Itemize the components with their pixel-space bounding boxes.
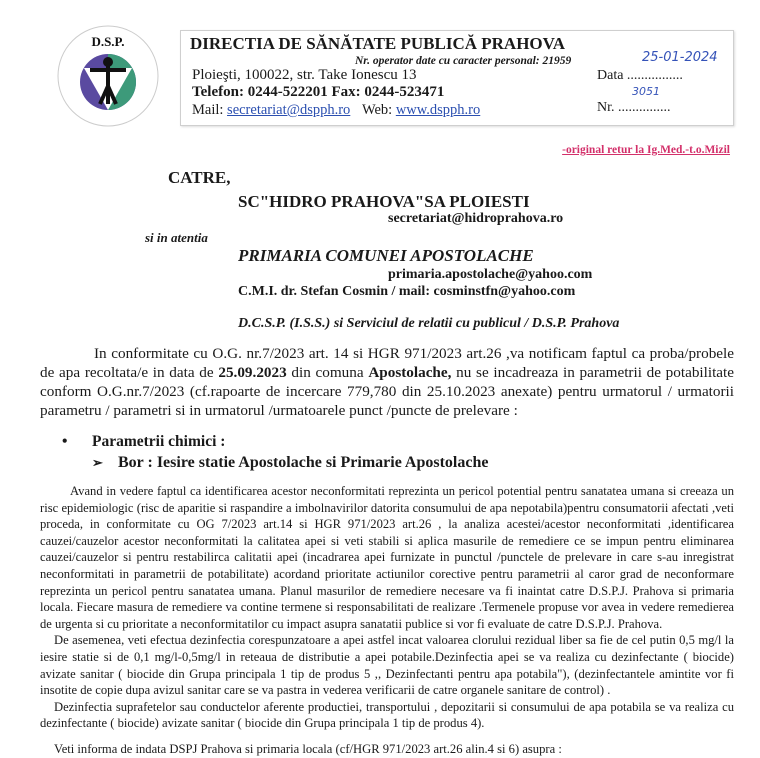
sub-bullet-item: [92, 452, 734, 473]
cmi-contact: C.M.I. dr. Stefan Cosmin / mail: cosminstfn@yahoo.com: [238, 284, 576, 299]
primaria-email: primaria.apostolache@yahoo.com: [388, 267, 593, 282]
sub-bullet-text: Bor : Iesire statie Apostolache si Primarie Apostolache: [118, 454, 489, 471]
intro-text: In conformitate cu O.G. nr.7/2023 art. 14 si HGR 971/2023 art.26 ,va notificam faptul ca proba/probele de apa recoltata/e in data de: [40, 345, 734, 381]
intro-text: nu se incadreaza in parametrii de potabilitate conform O.G.nr.7/2023 (cf.rapoarte de incercare 779,780 din 25.10.2023 anexate) pentru urmatorul / urmatorii parametru / parametri si in urmatorul /urmatoarele punct /puncte de prelevare :: [40, 364, 735, 419]
dcsp-line: D.C.S.P. (I.S.S.) si Serviciul de relatii cu publicul / D.S.P. Prahova: [238, 316, 620, 331]
mail-label: Mail:: [192, 102, 224, 118]
handwritten-number: 3051: [632, 85, 660, 98]
company-email: secretariat@hidroprahova.ro: [388, 211, 564, 226]
letter-body: [40, 344, 734, 758]
attention-label: si in atentia: [145, 230, 208, 245]
company-name: SC"HIDRO PRAHOVA"SA PLOIESTI: [238, 192, 530, 211]
number-field: Nr. ...............: [597, 100, 671, 115]
svg-text:D.S.P.: D.S.P.: [91, 34, 125, 49]
phone-fax: Telefon: 0244-522201 Fax: 0244-523471: [192, 84, 445, 100]
paragraph-measures: Avand in vedere faptul ca identificarea acestor neconformitati reprezinta un pericol potential pentru sanatatea umana si creeaza un risc epidemiologic (risc de aparitie si raspandire a imbolnavirilor datorita consumului de apa nepotabila)pentru consumatorii afectati ,veti proceda, in conformitate cu OG 7/2023 art.14 si HGR 971/2023 art.26 , la analiza acestei/acestor neconformitati ,identificarea cauzei/cauzelor acestor neconformitati la calitatea apei si veti stabili si aplica masurile de remediere ce se impun pentru eliminarea cauzei/cauzelor si pentru restabilirca calitatii apei (incadrarea apei furnizate in punctul /punctele de prelevare in care s-au inregistrat neconformitati in parametrii de potabilitate) acordand prioritate actiunilor corective pentru parametrii al caror grad de neconformare reprezinta un pericol pentru sanatatea umana. Planul masurilor de remediere necesare va fi inaintat catre D.S.P.J. Prahova si primaria locala. Fiecare masura de remediere va contine termene si responsabilitati de realizare .Termenele propuse vor avea in vedere remedierea de urgenta si cu prioritate a neconformitatilor cu impact asupra sanatatii publice si vor fi evaluate de catre D.S.P.J. Prahova.: [40, 484, 734, 631]
institution-name: DIRECTIA DE SĂNĂTATE PUBLICĂ PRAHOVA: [190, 34, 566, 53]
address: Ploieşti, 100022, str. Take Ionescu 13: [192, 67, 417, 83]
web-link[interactable]: www.dspph.ro: [395, 102, 481, 118]
operator-number: Nr. operator date cu caracter personal: 21959: [355, 55, 572, 67]
bullet-text: Parametrii chimici :: [92, 433, 226, 450]
paragraph-inform: Veti informa de indata DSPJ Prahova si primaria locala (cf/HGR 971/2023 art.26 alin.4 si 6) asupra :: [54, 741, 562, 756]
intro-paragraph: [40, 344, 734, 420]
paragraph-disinfection: De asemenea, veti efectua dezinfectia corespunzatoare a apei astfel incat valoarea clorului rezidual liber sa fie de cel putin 0,5 mg/l la iesire statie si de 0,1 mg/l-0,5mg/l in reteaua de distributie a apei potabile.Dezinfectia apei se va realiza cu dezinfectante ( biocide) avizate sanitar ( biocide din Grupa principala 1 tip de produs 5 ,, Dezinfectanti pentru apa potabila"), (dezinfectantele amintite vor fi insotite de copie dupa avizul sanitar care se va pastra in vederea verificarii de catre organele sanitare de control) .: [40, 633, 734, 698]
dsp-logo: [56, 24, 160, 128]
sampling-place: Apostolache,: [368, 364, 452, 381]
bullet-item: [62, 432, 734, 452]
date-field: Data ................: [597, 68, 683, 83]
web-label: Web:: [361, 102, 393, 118]
contact-line: [192, 102, 480, 119]
primaria-name: PRIMARIA COMUNEI APOSTOLACHE: [238, 246, 534, 265]
sampling-date: 25.09.2023: [218, 364, 287, 381]
paragraph-surfaces: Dezinfectia suprafetelor sau conductelor aferente productiei, transportului , depozitarii si consumului de apa potabila se va realiza cu dezinfectante ( biocide) avizate sanitar ( biocide din Grupa principala 1 tip de produs 4).: [40, 699, 734, 731]
arrow-icon: ➢: [92, 455, 103, 470]
mail-link[interactable]: secretariat@dspph.ro: [227, 102, 351, 118]
intro-text: din comuna: [286, 364, 369, 381]
handwritten-date: 25-01-2024: [642, 50, 718, 65]
bullet-icon: •: [62, 433, 68, 450]
return-note: -original retur la Ig.Med.-t.o.Mizil: [562, 144, 730, 156]
catre-label: CATRE,: [168, 168, 231, 187]
